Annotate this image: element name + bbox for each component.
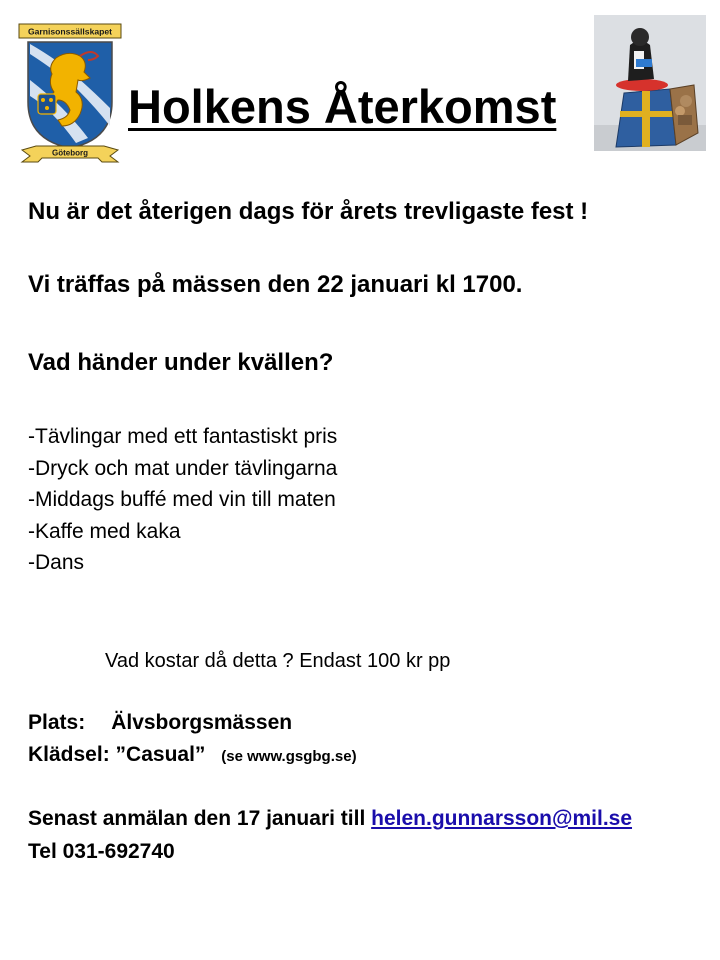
signup-row	[28, 805, 632, 833]
list-item: -Middags buffé med vin till maten	[28, 488, 336, 511]
intro-line-2: Vi träffas på mässen den 22 januari kl 1700.	[28, 271, 523, 298]
cost-line: Vad kostar då detta ? Endast 100 kr pp	[105, 650, 451, 672]
list-item: -Tävlingar med ett fantastiskt pris	[28, 425, 338, 448]
logo-top-text: Garnisonssällskapet	[27, 26, 113, 37]
page-title: Holkens Återkomst	[128, 80, 557, 133]
dress-value: ”Casual”	[115, 743, 206, 766]
dress-note: (se www.gsgbg.se)	[221, 748, 357, 765]
intro-line-1: Nu är det återigen dags för årets trevligaste fest !	[28, 198, 589, 225]
list-item: -Dryck och mat under tävlingarna	[28, 457, 338, 480]
dress-row	[28, 741, 357, 771]
garnisonssallskapet-logo	[18, 22, 122, 168]
evening-question: Vad händer under kvällen?	[28, 349, 334, 376]
email-link[interactable]: helen.gunnarsson@mil.se	[371, 807, 633, 830]
list-item: -Kaffe med kaka	[28, 520, 181, 543]
place-row	[28, 709, 292, 737]
list-item: -Dans	[28, 551, 85, 574]
place-label: Plats:	[28, 711, 86, 734]
signup-text: Senast anmälan den 17 januari till	[28, 807, 366, 830]
figurine-photo-icon	[594, 15, 706, 151]
phone-line: Tel 031-692740	[28, 840, 175, 863]
dress-label: Klädsel:	[28, 743, 110, 766]
coat-of-arms-icon	[18, 22, 122, 168]
logo-bottom-text: Göteborg	[52, 148, 88, 158]
figurine-photo	[594, 15, 706, 151]
place-value: Älvsborgsmässen	[111, 711, 293, 734]
